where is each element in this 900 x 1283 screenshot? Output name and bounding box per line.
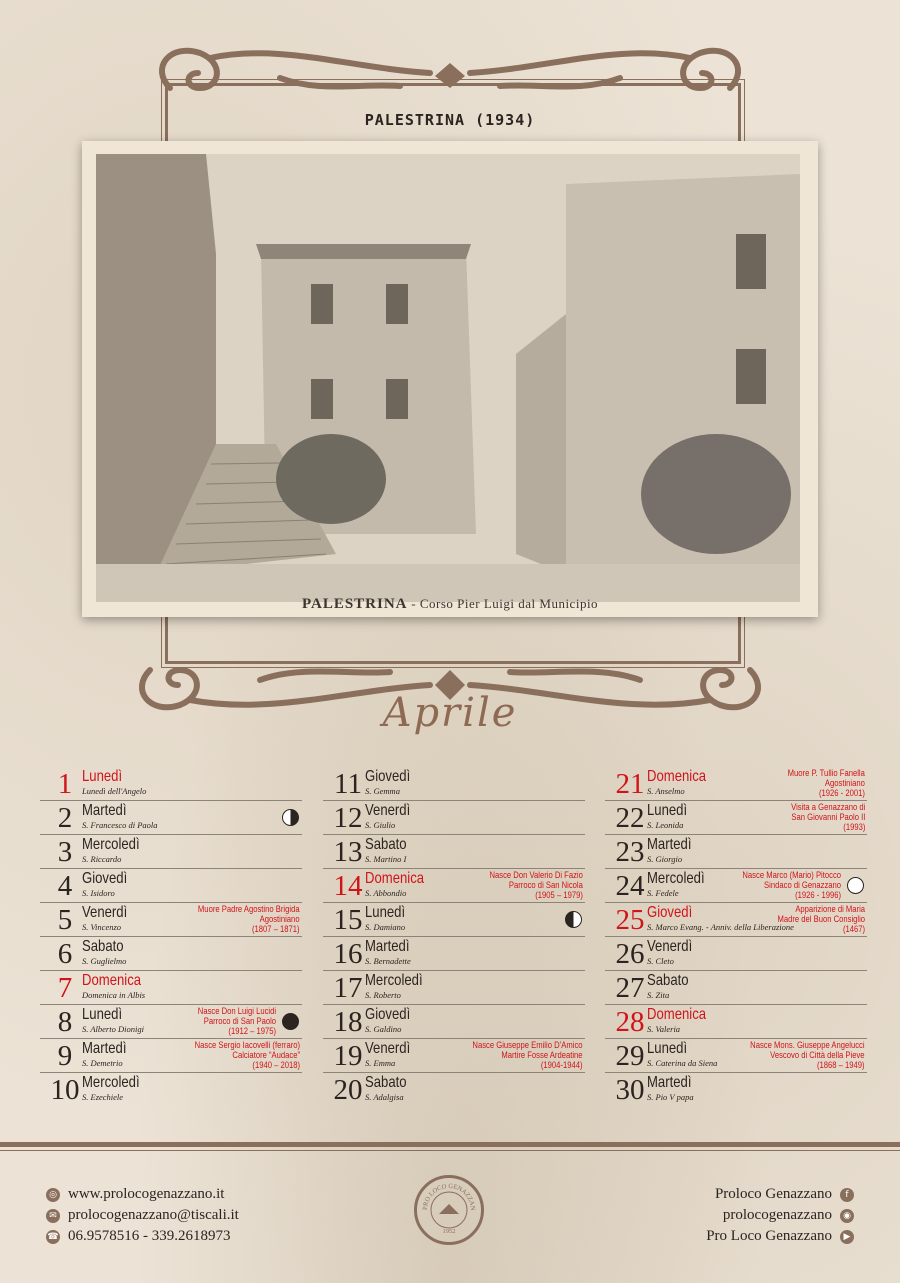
- event-note-line: Nasce Mons. Giuseppe Angelucci: [750, 1040, 865, 1050]
- caption-city: PALESTRINA: [301, 596, 408, 612]
- saint-name: S. Zita: [647, 990, 670, 1000]
- phone-numbers: 06.9578516 - 339.2618973: [68, 1228, 231, 1244]
- event-note-line: Muore Padre Agostino Brigida: [198, 904, 300, 914]
- day-number: 19: [333, 1040, 363, 1072]
- day-number: 30: [615, 1074, 645, 1106]
- calendar-day: [323, 971, 585, 1005]
- weekday-label: Domenica: [365, 870, 425, 887]
- day-number: 29: [615, 1040, 645, 1072]
- day-number: 22: [615, 802, 645, 834]
- weekday-label: Domenica: [647, 768, 707, 785]
- calendar-column-2: [323, 767, 585, 1106]
- event-note-line: San Giovanni Paolo II: [790, 812, 865, 822]
- saint-name: S. Pio V papa: [647, 1092, 694, 1102]
- saint-name: S. Isidoro: [82, 888, 115, 898]
- weekday-label: Lunedì: [82, 768, 123, 785]
- day-number: 8: [57, 1006, 73, 1038]
- event-note-line: (1904-1944): [541, 1060, 583, 1070]
- saint-name: S. Marco Evang. - Anniv. della Liberazione: [647, 922, 794, 932]
- calendar-day: [323, 937, 585, 971]
- event-note-line: Nasce Giuseppe Emilio D’Amico: [472, 1040, 583, 1050]
- saint-name: S. Giulio: [365, 820, 396, 830]
- month-title: Aprile: [382, 690, 518, 736]
- event-note-line: Apparizione di Maria: [795, 904, 865, 914]
- day-number: 5: [57, 904, 73, 936]
- event-note-line: Calciatore “Audace”: [232, 1050, 300, 1060]
- calendar-day: [40, 869, 302, 903]
- facebook-icon: f: [840, 1188, 854, 1202]
- weekday-label: Domenica: [647, 1006, 707, 1023]
- day-number: 20: [333, 1074, 363, 1106]
- calendar-day: [605, 1039, 867, 1073]
- weekday-label: Mercoledì: [365, 972, 423, 989]
- weekday-label: Sabato: [365, 836, 407, 853]
- event-note-line: (1926 - 2001): [819, 788, 865, 798]
- calendar-day: [605, 767, 867, 801]
- saint-name: S. Emma: [365, 1058, 396, 1068]
- saint-name: S. Abbondio: [365, 888, 407, 898]
- moon-phase-new-icon: [282, 1013, 299, 1030]
- saint-name: S. Valeria: [647, 1024, 681, 1034]
- weekday-label: Lunedì: [82, 1006, 123, 1023]
- event-note-line: (1905 – 1979): [535, 890, 583, 900]
- event-note-line: Nasce Sergio Iacovelli (ferraro): [194, 1040, 300, 1050]
- calendar-day: [605, 869, 867, 903]
- saint-name: S. Bernadette: [365, 956, 411, 966]
- event-note-line: Sindaco di Genazzano: [764, 880, 841, 890]
- event-note: [751, 1040, 865, 1070]
- day-number: 15: [333, 904, 363, 936]
- saint-name: S. Vincenzo: [82, 922, 122, 932]
- calendar-day: [605, 903, 867, 937]
- calendar-day: [605, 1073, 867, 1106]
- calendar-day: [323, 1005, 585, 1039]
- day-number: 7: [57, 972, 73, 1004]
- calendar-day: [323, 1039, 585, 1073]
- photo-image: [96, 154, 800, 602]
- weekday-label: Sabato: [647, 972, 689, 989]
- day-number: 11: [334, 768, 362, 800]
- saint-name: S. Demetrio: [82, 1058, 123, 1068]
- calendar-day: [40, 903, 302, 937]
- saint-name: S. Martino I: [365, 854, 407, 864]
- photo-caption: [82, 596, 818, 613]
- event-note-line: (1807 – 1871): [252, 924, 300, 934]
- saint-name: S. Giorgio: [647, 854, 683, 864]
- day-number: 26: [615, 938, 645, 970]
- calendar-day: [40, 835, 302, 869]
- saint-name: S. Guglielmo: [82, 956, 127, 966]
- day-number: 21: [615, 768, 645, 800]
- instagram-icon: ◉: [840, 1209, 854, 1223]
- event-note-line: Martire Fosse Ardeatine: [501, 1050, 583, 1060]
- event-note-line: Nasce Marco (Mario) Pitocco: [742, 870, 841, 880]
- mail-icon: ✉: [46, 1209, 60, 1223]
- calendar-day: [40, 1005, 302, 1039]
- instagram-link[interactable]: prolocogenazzano: [722, 1207, 832, 1223]
- weekday-label: Mercoledì: [82, 836, 140, 853]
- event-note-line: (1993): [842, 822, 865, 832]
- calendar-day: [40, 1039, 302, 1073]
- weekday-label: Mercoledì: [647, 870, 705, 887]
- email-link[interactable]: prolocogenazzano@tiscali.it: [68, 1207, 239, 1223]
- event-note-line: Nasce Don Valerio Di Fazio: [489, 870, 583, 880]
- event-note-line: Madre del Buon Consiglio: [777, 914, 865, 924]
- event-note: [777, 904, 865, 934]
- weekday-label: Domenica: [82, 972, 142, 989]
- calendar-column-1: [40, 767, 302, 1106]
- pro-loco-seal: [414, 1175, 484, 1245]
- weekday-label: Giovedì: [365, 1006, 411, 1023]
- day-number: 6: [57, 938, 73, 970]
- phone-icon: ☎: [47, 1231, 59, 1242]
- calendar-day: [40, 1073, 302, 1106]
- moon-phase-last-icon: [282, 809, 299, 826]
- seal-text: PRO LOCO GENAZZAN: [421, 1182, 477, 1211]
- day-number: 25: [615, 904, 645, 936]
- globe-icon: ◎: [46, 1188, 60, 1202]
- event-note-line: Agostiniano: [825, 778, 865, 788]
- event-note-line: Vescovo di Città della Pieve: [770, 1050, 865, 1060]
- event-note-line: (1926 - 1996): [795, 890, 841, 900]
- event-note: [198, 904, 300, 934]
- event-note-line: Parroco di San Paolo: [203, 1016, 276, 1026]
- saint-name: S. Anselmo: [647, 786, 685, 796]
- calendar-day: [40, 937, 302, 971]
- weekday-label: Martedì: [82, 1040, 127, 1057]
- calendar-day: [605, 937, 867, 971]
- event-note-line: (1868 – 1949): [817, 1060, 865, 1070]
- event-note-line: Nasce Don Luigi Lucidi: [197, 1006, 276, 1016]
- weekday-label: Sabato: [82, 938, 124, 955]
- weekday-label: Lunedì: [647, 802, 688, 819]
- moon-phase-full-icon: [847, 877, 864, 894]
- calendar-day: [323, 801, 585, 835]
- event-note: [195, 1040, 300, 1070]
- event-note: [791, 802, 865, 832]
- weekday-label: Martedì: [365, 938, 410, 955]
- event-note-line: Visita a Genazzano di: [790, 802, 865, 812]
- contact-info: [46, 1184, 239, 1247]
- day-number: 17: [333, 972, 363, 1004]
- event-note-line: Parroco di San Nicola: [509, 880, 583, 890]
- youtube-icon: ▶: [840, 1230, 854, 1244]
- event-note: [742, 870, 841, 900]
- saint-name: Lunedì dell'Angelo: [82, 786, 147, 796]
- day-number: 24: [615, 870, 645, 902]
- facebook-link[interactable]: Proloco Genazzano: [714, 1186, 832, 1202]
- website-link[interactable]: www.prolocogenazzano.it: [68, 1186, 225, 1202]
- saint-name: S. Ezechiele: [82, 1092, 124, 1102]
- footer-divider: [0, 1142, 900, 1147]
- historic-photo: [82, 141, 818, 617]
- event-note-line: (1467): [842, 924, 865, 934]
- calendar-day: [323, 903, 585, 937]
- day-number: 12: [333, 802, 363, 834]
- weekday-label: Mercoledì: [82, 1074, 140, 1091]
- saint-name: S. Alberto Dionigi: [82, 1024, 144, 1034]
- weekday-label: Sabato: [365, 1074, 407, 1091]
- calendar-day: [605, 1005, 867, 1039]
- event-note-line: Muore P. Tullio Fanella: [787, 768, 865, 778]
- calendar-day: [40, 767, 302, 801]
- saint-name: S. Roberto: [365, 990, 401, 1000]
- event-note: [788, 768, 865, 798]
- seal-year: 1952: [442, 1228, 456, 1235]
- calendar-day: [605, 801, 867, 835]
- event-note-line: (1912 – 1975): [228, 1026, 276, 1036]
- day-number: 18: [333, 1006, 363, 1038]
- weekday-label: Lunedì: [647, 1040, 688, 1057]
- saint-name: S. Francesco di Paola: [82, 820, 158, 830]
- weekday-label: Martedì: [647, 1074, 692, 1091]
- weekday-label: Giovedì: [82, 870, 128, 887]
- saint-name: Domenica in Albis: [82, 990, 146, 1000]
- day-number: 1: [57, 768, 73, 800]
- day-number: 3: [57, 836, 73, 868]
- event-note-line: (1940 – 2018): [252, 1060, 300, 1070]
- day-number: 28: [615, 1006, 645, 1038]
- calendar-day: [323, 767, 585, 801]
- day-number: 4: [57, 870, 73, 902]
- day-number: 2: [57, 802, 73, 834]
- weekday-label: Giovedì: [365, 768, 411, 785]
- weekday-label: Venerdì: [365, 1040, 411, 1057]
- weekday-label: Venerdì: [647, 938, 693, 955]
- moon-phase-first-icon: [565, 911, 582, 928]
- saint-name: S. Riccardo: [82, 854, 122, 864]
- day-number: 9: [57, 1040, 73, 1072]
- event-note: [198, 1006, 276, 1036]
- saint-name: S. Fedele: [647, 888, 679, 898]
- day-number: 16: [333, 938, 363, 970]
- day-number: 14: [333, 870, 363, 902]
- weekday-label: Venerdì: [365, 802, 411, 819]
- calendar-day: [323, 835, 585, 869]
- day-number: 13: [333, 836, 363, 868]
- calendar-day: [40, 971, 302, 1005]
- calendar-day: [323, 869, 585, 903]
- saint-name: S. Cleto: [647, 956, 674, 966]
- saint-name: S. Gemma: [365, 786, 400, 796]
- calendar-day: [323, 1073, 585, 1106]
- day-number: 10: [50, 1074, 80, 1106]
- saint-name: S. Damiano: [365, 922, 406, 932]
- weekday-label: Venerdì: [82, 904, 128, 921]
- saint-name: S. Adalgisa: [365, 1092, 404, 1102]
- svg-text:PRO LOCO GENAZZANO · APS ·: [417, 1178, 476, 1211]
- youtube-link[interactable]: Pro Loco Genazzano: [706, 1228, 832, 1244]
- saint-name: S. Caterina da Siena: [647, 1058, 718, 1068]
- event-note: [490, 870, 583, 900]
- social-links: [706, 1184, 854, 1247]
- calendar-day: [605, 835, 867, 869]
- saint-name: S. Galdino: [365, 1024, 402, 1034]
- weekday-label: Martedì: [647, 836, 692, 853]
- weekday-label: Giovedì: [647, 904, 693, 921]
- weekday-label: Martedì: [82, 802, 127, 819]
- footer-divider-thin: [0, 1150, 900, 1151]
- day-number: 27: [615, 972, 645, 1004]
- calendar-column-3: [605, 767, 867, 1106]
- calendar-day: [40, 801, 302, 835]
- saint-name: S. Leonida: [647, 820, 684, 830]
- day-number: 23: [615, 836, 645, 868]
- caption-street: - Corso Pier Luigi dal Municipio: [407, 596, 599, 611]
- weekday-label: Lunedì: [365, 904, 406, 921]
- event-note-line: Agostiniano: [260, 914, 300, 924]
- event-note: [473, 1040, 583, 1070]
- calendar-day: [605, 971, 867, 1005]
- photo-title: PALESTRINA (1934): [364, 111, 536, 129]
